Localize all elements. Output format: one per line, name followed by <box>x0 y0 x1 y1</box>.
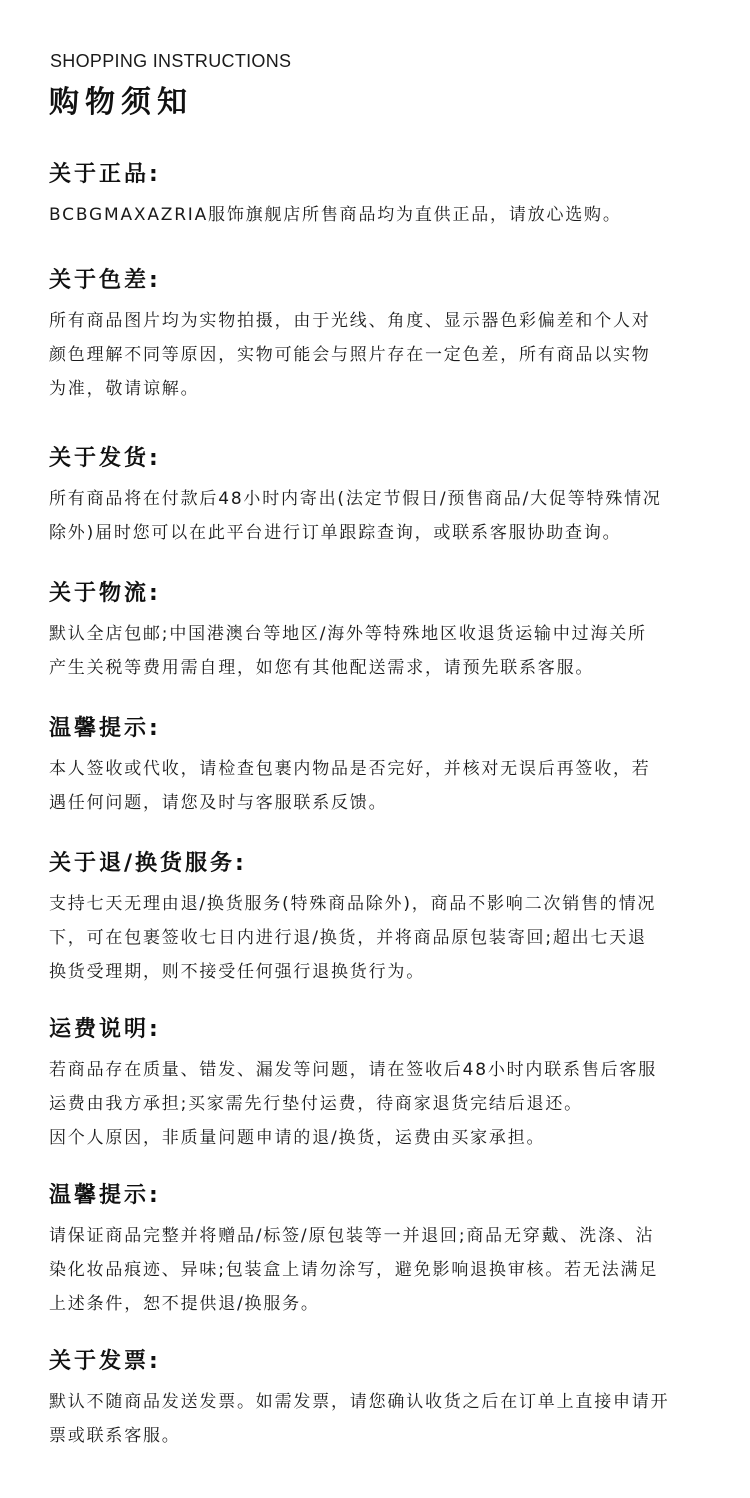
body-line: 产生关税等费用需自理，如您有其他配送需求，请预先联系客服。 <box>49 658 595 678</box>
section-heading: 温馨提示: <box>49 716 161 741</box>
section-heading: 温馨提示: <box>49 1183 161 1208</box>
section-reminder <box>49 714 719 820</box>
section-returns <box>49 849 719 989</box>
page-title: 购物须知 <box>49 85 193 120</box>
section-shipping-fees <box>49 1015 719 1155</box>
section-body <box>49 1385 719 1453</box>
body-line: 支持七天无理由退/换货服务(特殊商品除外)，商品不影响二次销售的情况 <box>49 894 657 914</box>
body-line: 换货受理期，则不接受任何强行退换货行为。 <box>49 962 425 982</box>
section-reminder-2 <box>49 1181 719 1321</box>
section-heading: 关于色差: <box>49 268 161 293</box>
eyebrow-title: SHOPPING INSTRUCTIONS <box>50 51 292 71</box>
section-heading: 运费说明: <box>49 1017 161 1042</box>
body-line: 默认全店包邮;中国港澳台等地区/海外等特殊地区收退货运输中过海关所 <box>49 624 647 644</box>
section-heading: 关于正品: <box>49 162 161 187</box>
section-body <box>49 304 719 406</box>
section-body <box>49 752 719 820</box>
section-authenticity <box>49 160 719 232</box>
body-line: 票或联系客服。 <box>49 1426 181 1446</box>
section-color-difference <box>49 266 719 406</box>
body-line: 遇任何问题，请您及时与客服联系反馈。 <box>49 793 388 813</box>
section-heading: 关于物流: <box>49 581 161 606</box>
body-line: 请保证商品完整并将赠品/标签/原包装等一并退回;商品无穿戴、洗涤、沾 <box>49 1226 655 1246</box>
section-body <box>49 482 719 550</box>
section-body <box>49 1053 719 1155</box>
section-heading: 关于发货: <box>49 446 161 471</box>
body-line: 运费由我方承担;买家需先行垫付运费，待商家退货完结后退还。 <box>49 1094 583 1114</box>
body-line: 因个人原因，非质量问题申请的退/换货，运费由买家承担。 <box>49 1128 546 1148</box>
body-line: 颜色理解不同等原因，实物可能会与照片存在一定色差，所有商品以实物 <box>49 345 651 365</box>
body-line: 若商品存在质量、错发、漏发等问题，请在签收后48小时内联系售后客服 <box>49 1060 658 1080</box>
section-heading: 关于发票: <box>49 1349 161 1374</box>
section-invoice <box>49 1347 719 1453</box>
section-body <box>49 1219 719 1321</box>
section-body <box>49 887 719 989</box>
section-body <box>49 198 719 232</box>
body-line: 为准，敬请谅解。 <box>49 379 200 399</box>
body-line: 上述条件，恕不提供退/换服务。 <box>49 1294 320 1314</box>
body-line: 本人签收或代收，请检查包裹内物品是否完好，并核对无误后再签收，若 <box>49 759 651 779</box>
body-line: BCBGMAXAZRIA服饰旗舰店所售商品均为直供正品，请放心选购。 <box>49 205 622 225</box>
body-line: 所有商品将在付款后48小时内寄出(法定节假日/预售商品/大促等特殊情况 <box>49 489 662 509</box>
section-logistics <box>49 579 719 685</box>
section-shipping <box>49 444 719 550</box>
section-heading: 关于退/换货服务: <box>49 851 247 876</box>
body-line: 除外)届时您可以在此平台进行订单跟踪查询，或联系客服协助查询。 <box>49 523 622 543</box>
section-body <box>49 617 719 685</box>
body-line: 默认不随商品发送发票。如需发票，请您确认收货之后在订单上直接申请开 <box>49 1392 670 1412</box>
body-line: 下，可在包裹签收七日内进行退/换货，并将商品原包装寄回;超出七天退 <box>49 928 647 948</box>
body-line: 所有商品图片均为实物拍摄，由于光线、角度、显示器色彩偏差和个人对 <box>49 311 651 331</box>
body-line: 染化妆品痕迹、异味;包装盒上请勿涂写，避免影响退换审核。若无法满足 <box>49 1260 659 1280</box>
